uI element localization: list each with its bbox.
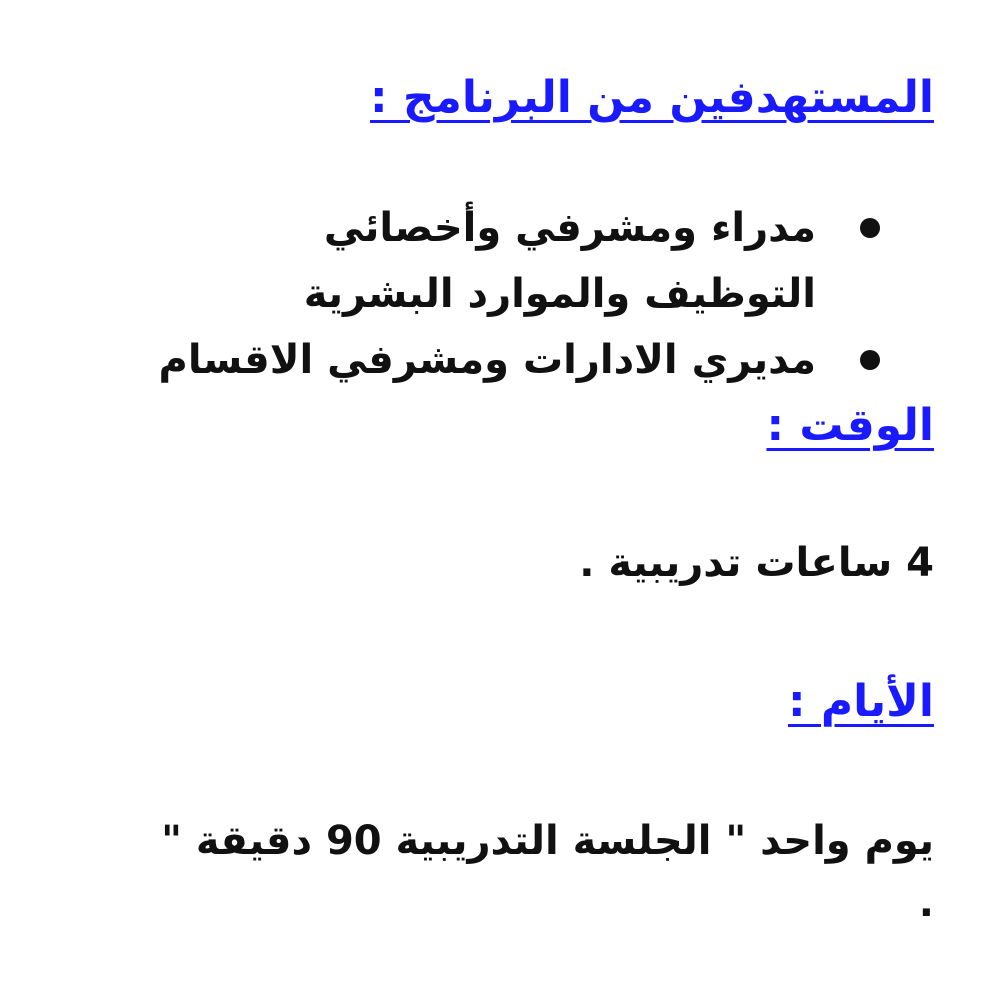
list-item-text: مديري الادارات ومشرفي الاقسام [158, 337, 816, 383]
time-heading: الوقت : [766, 400, 934, 451]
list-item [120, 327, 880, 393]
days-trailing-period: . [918, 880, 934, 926]
list-item-text: مدراء ومشرفي وأخصائي التوظيف والموارد البشرية [303, 205, 816, 317]
target-audience-heading: المستهدفين من البرنامج : [370, 72, 934, 123]
time-text: 4 ساعات تدريبية . [579, 540, 934, 586]
days-text: يوم واحد " الجلسة التدريبية 90 دقيقة " [161, 818, 934, 864]
target-audience-list [120, 195, 880, 393]
bullet-icon [860, 218, 880, 238]
days-heading: الأيام : [787, 676, 934, 727]
bullet-icon [860, 350, 880, 370]
list-item [120, 195, 880, 327]
